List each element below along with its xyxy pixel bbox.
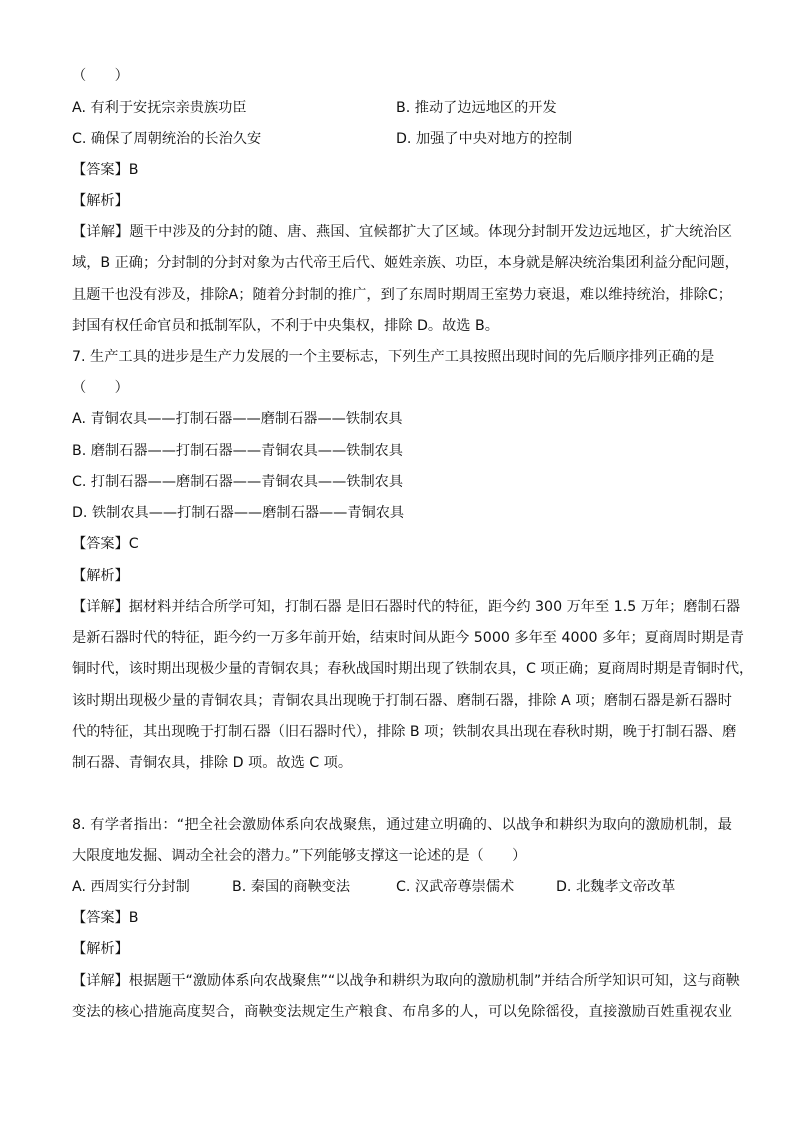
q8-stem-line: 大限度地发掘、调动全社会的潜力。”下列能够支撑这一论述的是（ ）: [72, 848, 527, 864]
q7-detail-line: 【详解】据材料并结合所学可知，打制石器 是旧石器时代的特征，距今约 300 万年至 1.5 万年；磨制石器: [72, 599, 741, 615]
q8-option-d: D. 北魏孝文帝改革: [556, 879, 676, 895]
q7-detail-line: 铜时代，该时期出现极少量的青铜农具；春秋战国时期出现了铁制农具，C 项正确；夏商周时期是青铜时代，: [72, 661, 754, 677]
q8-option-c: C. 汉武帝尊崇儒术: [396, 879, 515, 895]
q7-answer: 【答案】C: [72, 536, 139, 552]
q7-paren: （ ）: [72, 380, 129, 396]
q8-stem-line: 8. 有学者指出：“把全社会激励体系向农战聚焦，通过建立明确的、以战争和耕织为取向的激励机制，最: [72, 817, 732, 833]
q7-stem: 7. 生产工具的进步是生产力发展的一个主要标志，下列生产工具按照出现时间的先后顺序排列正确的是: [72, 349, 715, 365]
q6-detail-line: 域，B 正确；分封制的分封对象为古代帝王后代、姬姓亲族、功臣，本身就是解决统治集团利益分配问题，: [72, 255, 739, 271]
q7-detail-line: 制石器、青铜农具，排除 D 项。故选 C 项。: [72, 755, 353, 771]
q6-option-c: C. 确保了周朝统治的长治久安: [72, 131, 262, 147]
q7-option-a: A. 青铜农具——打制石器——磨制石器——铁制农具: [72, 411, 403, 427]
q6-option-a: A. 有利于安抚宗亲贵族功臣: [72, 100, 247, 116]
q8-option-b: B. 秦国的商鞅变法: [232, 879, 351, 895]
q8-detail-line: 【详解】根据题干“激励体系向农战聚焦”“以战争和耕织为取向的激励机制”并结合所学知识可知，这与商鞅: [72, 973, 740, 989]
q6-detail-line: 封国有权任命官员和抵制军队，不利于中央集权，排除 D。故选 B。: [72, 318, 499, 334]
q6-detail-line: 且题干也没有涉及，排除A；随着分封制的推广，到了东周时期周王室势力衰退，难以维持统治，排除C；: [72, 287, 732, 303]
q6-answer: 【答案】B: [72, 162, 139, 178]
q7-option-d: D. 铁制农具——打制石器——磨制石器——青铜农具: [72, 505, 405, 521]
q8-answer: 【答案】B: [72, 910, 139, 926]
q8-analysis-label: 【解析】: [72, 941, 129, 957]
q7-detail-line: 该时期出现极少量的青铜农具；青铜农具出现晚于打制石器、磨制石器，排除 A 项；磨制石器是新石器时: [72, 693, 732, 709]
q6-detail-line: 【详解】题干中涉及的分封的随、唐、燕国、宜候都扩大了区域。体现分封制开发边远地区，扩大统治区: [72, 224, 732, 240]
q6-paren: （ ）: [72, 68, 129, 84]
q8-detail-line: 变法的核心措施高度契合，商鞅变法规定生产粮食、布帛多的人，可以免除徭役，直接激励百姓重视农业: [72, 1004, 732, 1020]
q7-detail-line: 代的特征，其出现晚于打制石器（旧石器时代），排除 B 项；铁制农具出现在春秋时期，晚于打制石器、磨: [72, 724, 737, 740]
q7-option-b: B. 磨制石器——打制石器——青铜农具——铁制农具: [72, 443, 403, 459]
q8-option-a: A. 西周实行分封制: [72, 879, 190, 895]
q6-option-d: D. 加强了中央对地方的控制: [396, 131, 573, 147]
q6-option-b: B. 推动了边远地区的开发: [396, 100, 557, 116]
q6-analysis-label: 【解析】: [72, 193, 129, 209]
q7-detail-line: 是新石器时代的特征，距今约一万多年前开始，结束时间从距今 5000 多年至 4000 多年；夏商周时期是青: [72, 630, 744, 646]
q7-option-c: C. 打制石器——磨制石器——青铜农具——铁制农具: [72, 474, 404, 490]
q7-analysis-label: 【解析】: [72, 568, 129, 584]
